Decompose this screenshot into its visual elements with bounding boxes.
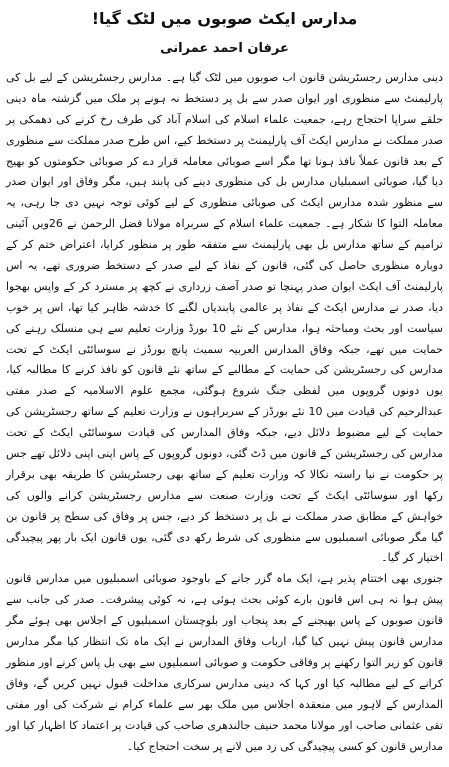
paragraph: دینی مدارس رجسٹریشن قانون اب صوبوں میں لٹک گیا ہے۔ مدارس رجسٹریشن کے لیے بل کی پارلیمنٹ سے منظوری اور ایوان صدر سے بل پر دستخط نہ ہونے پر ملک میں گزشتہ ماہ دینی حلقے سراپا احتجاج رہے، جمعیت علماء اسلام کی اسلام آباد کی طرف رخ کرنے کی دھمکی پر صدر مملکت نے مدارس ایکٹ آف پارلیمنٹ پر دستخط کیے، اس طرح صدر مملکت سے منظوری کے بعد قانون عملاً نافذ ہونا تھا مگر اسے صوبائی معاملہ قرار دے کر صوبائی حکومتوں کو بھیج دیا گیا، صوبائی اسمبلیاں مدارس بل کی منظوری دینے کی پابند ہیں، مگر وفاق اور ایوان صدر سے منظور شدہ مدارس ایکٹ کی صوبائی منظوری کے لیے کوئی توجہ نہیں دی جا رہی، یہ معاملہ التوا کا شکار ہے۔ جمعیت علماء اسلام کے سربراہ مولانا فضل الرحمن نے 26ویں آئینی ترامیم کے ساتھ مدارس بل بھی پارلیمنٹ سے متفقہ طور پر منظور کرایا، اعتراض ختم کر کے دوبارہ منظوری حاصل کی گئی، قانون کے نفاذ کے لیے صدر کے دستخط ضروری تھے، یہ اس پارلیمنٹ آف ایکٹ ایوان صدر پہنچا تو صدر آصف زرداری نے کچھ پر مسترد کر کے واپس بھجوا دیا، صدر نے مدارس ایکٹ کے نفاذ پر عالمی پابندیاں لگنے کا خدشہ ظاہر کیا تھا، اس پر خوب سیاست اور بحث ومباحثہ ہوا، مدارس کے نئے 10 بورڈ وزارت تعلیم سے ہی منسلک رہنے کی حمایت میں تھے، جبکہ وفاق المدارس العربیہ سمیت پانچ بورڈز نے سوسائٹی ایکٹ کے تحت مدارس کی رجسٹریشن کی حمایت کے مطالبے کے ساتھ نئے قانون کو نافذ کرنے کا مطالبہ کیا، یوں دونوں گروپوں میں لفظی جنگ شروع ہوگئی، مجمع علوم الاسلامیہ کے صدر مفتی عبدالرحیم کی قیادت میں 10 نئے بورڈز کے سربراہوں نے وزارت تعلیم کے ساتھ رجسٹریشن کی حمایت کے لیے مضبوط دلائل دیے، جبکہ وفاق المدارس کی قیادت سوسائٹی ایکٹ کے تحت مدارس کی رجسٹریشن کے قانون میں ڈٹ گئی، دونوں گروپوں کے پاس اپنی اپنی دلائل تھے جس پر حکومت نے نیا راستہ نکالا کہ وزارت تعلیم کے ساتھ بھی رجسٹریشن کا طریقہ بھی برقرار رکھا اور سوسائٹی ایکٹ کے تحت وزارت صنعت سے مدارس رجسٹریشن کرانے والوں کی خواہش کے مطابق صدر مملکت نے بل پر دستخط کر دیے، جس پر وفاق کی سطح پر قانون بن گیا مگر صوبائی اسمبلیوں سے منظوری کی شرط رکھ دی گئی، یوں قانون ایک بار پھر پیچیدگی اختیار کر گیا۔ — [6, 71, 444, 565]
article-body — [6, 68, 443, 757]
author-name: عرفان احمد عمرانی — [160, 41, 289, 56]
article-title: مدارس ایکٹ صوبوں میں لٹک گیا! — [91, 9, 358, 28]
paragraph: جنوری بھی اختتام پذیر ہے، ایک ماہ گزر جانے کے باوجود صوبائی اسمبلیوں میں مدارس قانون پیش ہوا نہ ہی اس قانون بارے کوئی بحث ہوئی ہے، نہ کوئی پیشرفت۔ صدر کی جانب سے قانون صوبوں کے پاس بھیجنے کے بعد پنجاب اور بلوچستان اسمبلیوں کے اجلاس بھی ہوئے مگر مدارس قانون پیش نہیں کیا گیا، ارباب وفاق المدارس نے ایک ماہ تک انتظار کیا مگر مدارس قانون کو زیر التوا رکھنے پر وفاقی حکومت و صوبائی اسمبلیوں سے بھی بل پاس کرنے اور منظور کرانے کے لیے مطالبہ کیا اور کہا کہ دینی مدارس سرکاری مداخلت قبول نہیں کریں گے، وفاق المدارس کے لاہور میں منعقدہ اجلاس میں ملک بھر سے علماء کرام نے شرکت کی اور مفتی تقی عثمانی صاحب اور مولانا محمد حنیف جالندھری صاحب کی قیادت پر اعتماد کا اظہار کیا اور مدارس قانون کو کسی پیچیدگی کی زد میں لانے پر سخت احتجاج کیا۔ — [6, 572, 443, 753]
